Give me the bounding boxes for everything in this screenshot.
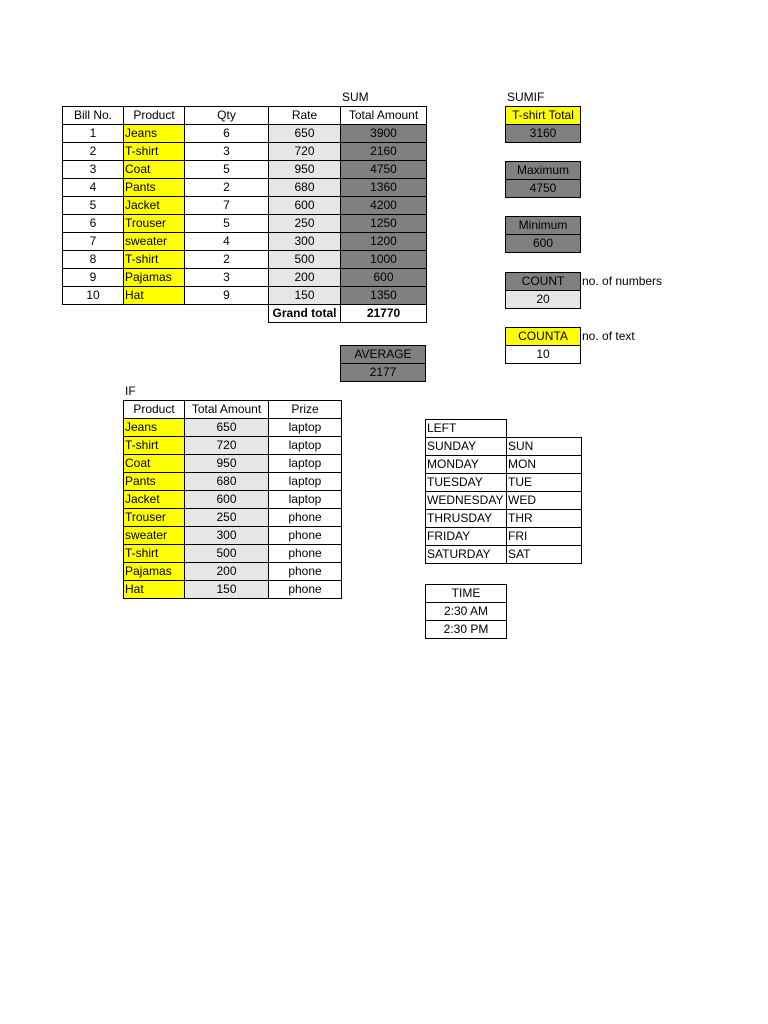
table-row xyxy=(124,473,342,491)
time-header[interactable]: TIME xyxy=(426,585,507,603)
total-amount-cell[interactable]: 200 xyxy=(185,563,269,581)
header-prize[interactable]: Prize xyxy=(269,401,342,419)
prize-cell[interactable]: laptop xyxy=(269,419,342,437)
product-cell[interactable]: Jacket xyxy=(124,491,185,509)
total-amount-cell[interactable]: 4750 xyxy=(341,161,427,179)
rate-cell[interactable]: 200 xyxy=(269,269,341,287)
bill-no-cell[interactable]: 8 xyxy=(63,251,124,269)
abbrev-cell[interactable]: FRI xyxy=(507,528,582,546)
main-table-header-row xyxy=(63,107,427,125)
table-row xyxy=(426,510,582,528)
total-amount-cell[interactable]: 1360 xyxy=(341,179,427,197)
table-row xyxy=(124,509,342,527)
count-note: no. of numbers xyxy=(582,274,663,288)
empty-cell[interactable] xyxy=(507,420,582,438)
table-row xyxy=(426,528,582,546)
product-cell[interactable]: Coat xyxy=(124,161,185,179)
if-label: IF xyxy=(125,384,136,398)
prize-cell[interactable]: laptop xyxy=(269,437,342,455)
product-cell[interactable]: Hat xyxy=(124,581,185,599)
table-row xyxy=(63,251,427,269)
time-table-header-row xyxy=(426,585,507,603)
bill-no-cell[interactable]: 3 xyxy=(63,161,124,179)
prize-cell[interactable]: laptop xyxy=(269,491,342,509)
day-cell[interactable]: WEDNESDAY xyxy=(426,492,507,510)
table-row xyxy=(426,621,507,639)
product-cell[interactable]: Pajamas xyxy=(124,269,185,287)
abbrev-cell[interactable]: WED xyxy=(507,492,582,510)
if-table xyxy=(123,400,342,599)
product-cell[interactable]: T-shirt xyxy=(124,437,185,455)
qty-cell[interactable]: 3 xyxy=(185,143,269,161)
product-cell[interactable]: T-shirt xyxy=(124,143,185,161)
table-row xyxy=(124,563,342,581)
table-row xyxy=(124,527,342,545)
total-amount-cell[interactable]: 4200 xyxy=(341,197,427,215)
time-table xyxy=(425,584,507,639)
qty-cell[interactable]: 3 xyxy=(185,269,269,287)
average-value[interactable]: 2177 xyxy=(340,363,426,382)
table-row xyxy=(426,456,582,474)
time-cell[interactable]: 2:30 AM xyxy=(426,603,507,621)
rate-cell[interactable]: 300 xyxy=(269,233,341,251)
bill-no-cell[interactable]: 5 xyxy=(63,197,124,215)
table-row xyxy=(63,287,427,305)
table-row xyxy=(63,233,427,251)
qty-cell[interactable]: 7 xyxy=(185,197,269,215)
minimum-value[interactable]: 600 xyxy=(505,234,581,253)
product-cell[interactable]: Pants xyxy=(124,179,185,197)
bill-no-cell[interactable]: 2 xyxy=(63,143,124,161)
left-table-header-row xyxy=(426,420,582,438)
total-amount-cell[interactable]: 3900 xyxy=(341,125,427,143)
rate-cell[interactable]: 950 xyxy=(269,161,341,179)
counta-label[interactable]: COUNTA xyxy=(505,327,581,346)
product-cell[interactable]: Jeans xyxy=(124,125,185,143)
bill-no-cell[interactable]: 9 xyxy=(63,269,124,287)
count-label[interactable]: COUNT xyxy=(505,272,581,291)
abbrev-cell[interactable]: SAT xyxy=(507,546,582,564)
header-product[interactable]: Product xyxy=(124,401,185,419)
table-row xyxy=(426,546,582,564)
qty-cell[interactable]: 2 xyxy=(185,251,269,269)
product-cell[interactable]: T-shirt xyxy=(124,545,185,563)
average-label[interactable]: AVERAGE xyxy=(340,345,426,364)
bill-no-cell[interactable]: 1 xyxy=(63,125,124,143)
table-row xyxy=(63,143,427,161)
table-row xyxy=(124,491,342,509)
qty-cell[interactable]: 6 xyxy=(185,125,269,143)
total-amount-cell[interactable]: 1250 xyxy=(341,215,427,233)
tshirt-total-value[interactable]: 3160 xyxy=(505,124,581,143)
day-cell[interactable]: SATURDAY xyxy=(426,546,507,564)
rate-cell[interactable]: 500 xyxy=(269,251,341,269)
if-table-header-row xyxy=(124,401,342,419)
grand-total-row xyxy=(63,305,427,323)
total-amount-cell[interactable]: 600 xyxy=(341,269,427,287)
table-row xyxy=(63,179,427,197)
table-row xyxy=(63,269,427,287)
qty-cell[interactable]: 4 xyxy=(185,233,269,251)
table-row xyxy=(124,581,342,599)
empty-cell[interactable] xyxy=(63,305,124,323)
total-amount-cell[interactable]: 250 xyxy=(185,509,269,527)
counta-note: no. of text xyxy=(582,329,635,343)
qty-cell[interactable]: 5 xyxy=(185,161,269,179)
grand-total-label[interactable]: Grand total xyxy=(269,305,341,323)
main-table xyxy=(62,106,427,323)
qty-cell[interactable]: 9 xyxy=(185,287,269,305)
total-amount-cell[interactable]: 300 xyxy=(185,527,269,545)
rate-cell[interactable]: 150 xyxy=(269,287,341,305)
prize-cell[interactable]: phone xyxy=(269,581,342,599)
day-cell[interactable]: SUNDAY xyxy=(426,438,507,456)
bill-no-cell[interactable]: 7 xyxy=(63,233,124,251)
sum-label: SUM xyxy=(342,90,369,104)
rate-cell[interactable]: 680 xyxy=(269,179,341,197)
grand-total-value[interactable]: 21770 xyxy=(341,305,427,323)
table-row xyxy=(63,215,427,233)
prize-cell[interactable]: phone xyxy=(269,545,342,563)
product-cell[interactable]: Hat xyxy=(124,287,185,305)
abbrev-cell[interactable]: THR xyxy=(507,510,582,528)
total-amount-cell[interactable]: 2160 xyxy=(341,143,427,161)
total-amount-cell[interactable]: 1350 xyxy=(341,287,427,305)
prize-cell[interactable]: laptop xyxy=(269,455,342,473)
header-bill-no[interactable]: Bill No. xyxy=(63,107,124,125)
maximum-label[interactable]: Maximum xyxy=(505,161,581,180)
header-qty[interactable]: Qty xyxy=(185,107,269,125)
total-amount-cell[interactable]: 950 xyxy=(185,455,269,473)
rate-cell[interactable]: 720 xyxy=(269,143,341,161)
table-row xyxy=(124,419,342,437)
prize-cell[interactable]: phone xyxy=(269,527,342,545)
prize-cell[interactable]: phone xyxy=(269,563,342,581)
prize-cell[interactable]: laptop xyxy=(269,473,342,491)
table-row xyxy=(426,438,582,456)
day-cell[interactable]: THRUSDAY xyxy=(426,510,507,528)
table-row xyxy=(124,437,342,455)
table-row xyxy=(63,125,427,143)
rate-cell[interactable]: 650 xyxy=(269,125,341,143)
table-row xyxy=(124,455,342,473)
header-rate[interactable]: Rate xyxy=(269,107,341,125)
bill-no-cell[interactable]: 6 xyxy=(63,215,124,233)
total-amount-cell[interactable]: 600 xyxy=(185,491,269,509)
qty-cell[interactable]: 5 xyxy=(185,215,269,233)
prize-cell[interactable]: phone xyxy=(269,509,342,527)
table-row xyxy=(63,161,427,179)
product-cell[interactable]: Trouser xyxy=(124,509,185,527)
header-product[interactable]: Product xyxy=(124,107,185,125)
product-cell[interactable]: sweater xyxy=(124,233,185,251)
header-total-amount[interactable]: Total Amount xyxy=(341,107,427,125)
total-amount-cell[interactable]: 500 xyxy=(185,545,269,563)
product-cell[interactable]: T-shirt xyxy=(124,251,185,269)
sumif-label: SUMIF xyxy=(507,90,545,104)
total-amount-cell[interactable]: 150 xyxy=(185,581,269,599)
day-cell[interactable]: MONDAY xyxy=(426,456,507,474)
maximum-value[interactable]: 4750 xyxy=(505,179,581,198)
tshirt-total-label[interactable]: T-shirt Total xyxy=(505,106,581,125)
table-row xyxy=(426,492,582,510)
total-amount-cell[interactable]: 1000 xyxy=(341,251,427,269)
empty-cell[interactable] xyxy=(185,305,269,323)
product-cell[interactable]: Pajamas xyxy=(124,563,185,581)
rate-cell[interactable]: 600 xyxy=(269,197,341,215)
abbrev-cell[interactable]: TUE xyxy=(507,474,582,492)
product-cell[interactable]: Pants xyxy=(124,473,185,491)
header-total-amount[interactable]: Total Amount xyxy=(185,401,269,419)
table-row xyxy=(426,603,507,621)
product-cell[interactable]: Trouser xyxy=(124,215,185,233)
product-cell[interactable]: sweater xyxy=(124,527,185,545)
minimum-label[interactable]: Minimum xyxy=(505,216,581,235)
left-table xyxy=(425,419,582,564)
abbrev-cell[interactable]: MON xyxy=(507,456,582,474)
table-row xyxy=(63,197,427,215)
count-value[interactable]: 20 xyxy=(505,290,581,309)
total-amount-cell[interactable]: 1200 xyxy=(341,233,427,251)
total-amount-cell[interactable]: 650 xyxy=(185,419,269,437)
left-header[interactable]: LEFT xyxy=(426,420,507,438)
empty-cell[interactable] xyxy=(124,305,185,323)
table-row xyxy=(426,474,582,492)
qty-cell[interactable]: 2 xyxy=(185,179,269,197)
day-cell[interactable]: TUESDAY xyxy=(426,474,507,492)
abbrev-cell[interactable]: SUN xyxy=(507,438,582,456)
day-cell[interactable]: FRIDAY xyxy=(426,528,507,546)
total-amount-cell[interactable]: 720 xyxy=(185,437,269,455)
product-cell[interactable]: Jeans xyxy=(124,419,185,437)
bill-no-cell[interactable]: 4 xyxy=(63,179,124,197)
counta-value[interactable]: 10 xyxy=(505,345,581,364)
product-cell[interactable]: Jacket xyxy=(124,197,185,215)
rate-cell[interactable]: 250 xyxy=(269,215,341,233)
total-amount-cell[interactable]: 680 xyxy=(185,473,269,491)
table-row xyxy=(124,545,342,563)
bill-no-cell[interactable]: 10 xyxy=(63,287,124,305)
time-cell[interactable]: 2:30 PM xyxy=(426,621,507,639)
product-cell[interactable]: Coat xyxy=(124,455,185,473)
